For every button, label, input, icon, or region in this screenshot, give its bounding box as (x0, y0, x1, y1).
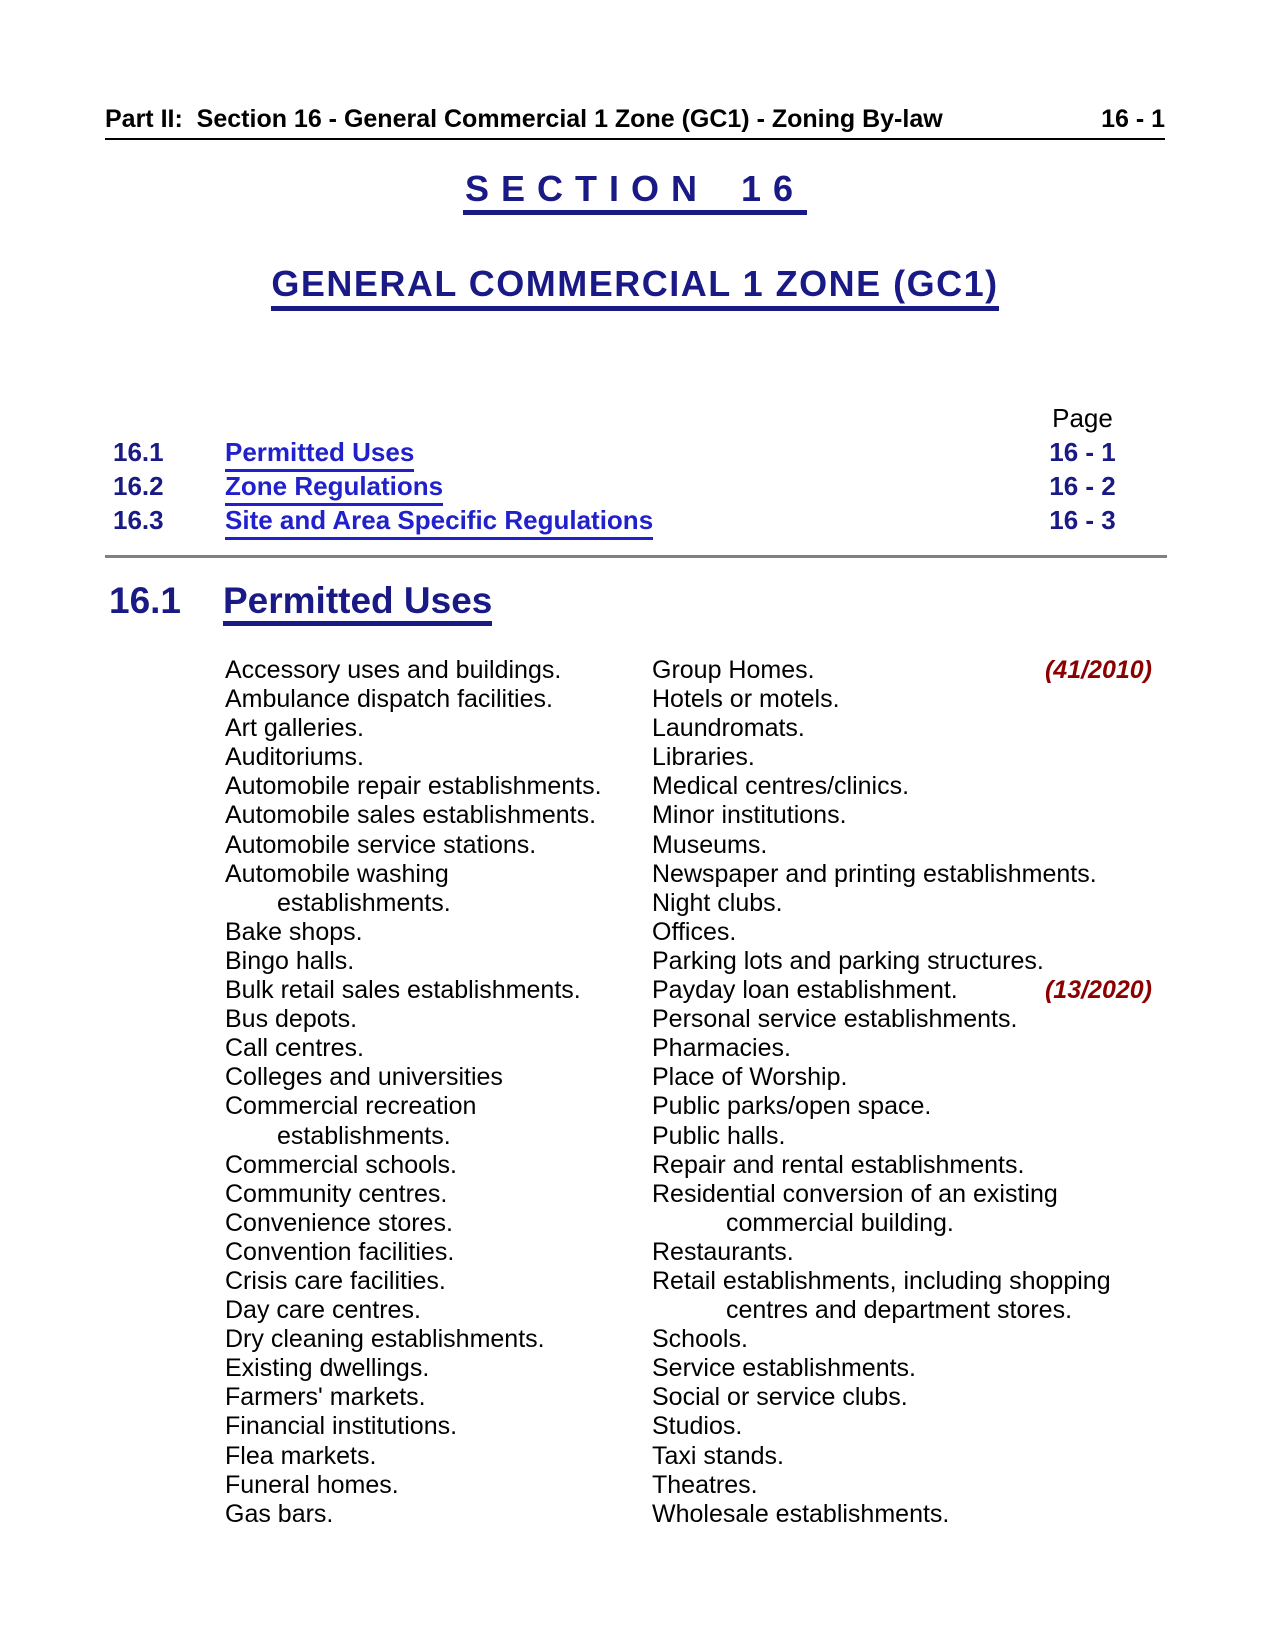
use-text: Public parks/open space. (652, 1092, 932, 1121)
use-text: Day care centres. (225, 1296, 421, 1325)
toc-page-ref: 16 - 1 (1049, 437, 1116, 467)
use-text: Taxi stands. (652, 1441, 785, 1470)
toc-page-ref: 16 - 2 (1049, 471, 1116, 501)
use-line (225, 1238, 645, 1267)
use-line (225, 1063, 645, 1092)
use-text: Automobile repair establishments. (225, 772, 602, 801)
use-line (652, 918, 1152, 947)
page-column-label: Page (1052, 403, 1113, 433)
use-line (652, 860, 1152, 889)
amendment-note: (41/2010) (1044, 656, 1152, 684)
use-line (652, 1092, 1152, 1121)
use-text: Newspaper and printing establishments. (652, 859, 1097, 888)
use-text: Farmers' markets. (225, 1383, 426, 1412)
section-heading-title: Permitted Uses (223, 582, 492, 626)
use-text: Bulk retail sales establishments. (225, 976, 581, 1005)
use-line (652, 1151, 1152, 1180)
permitted-uses-column-left (225, 656, 645, 1529)
toc-number: 16.3 (113, 505, 164, 535)
use-text: Art galleries. (225, 714, 364, 743)
use-line (225, 1354, 645, 1383)
use-text: Laundromats. (652, 714, 805, 743)
use-line (652, 1296, 1152, 1325)
use-text: Commercial recreation (225, 1092, 477, 1121)
use-line (652, 831, 1152, 860)
use-text: Community centres. (225, 1179, 448, 1208)
use-text: Financial institutions. (225, 1412, 458, 1441)
use-line (652, 1442, 1152, 1471)
use-text: Group Homes. (652, 656, 815, 684)
use-text: Libraries. (652, 743, 755, 772)
use-line (225, 1500, 645, 1529)
divider-rule (105, 555, 1167, 558)
use-line (225, 1267, 645, 1296)
use-line (225, 860, 645, 889)
toc-link[interactable]: Site and Area Specific Regulations (225, 503, 653, 540)
page-header (105, 106, 1165, 140)
use-text: establishments. (277, 1121, 451, 1150)
use-line (225, 947, 645, 976)
use-text: Gas bars. (225, 1499, 334, 1528)
use-text: Pharmacies. (652, 1034, 791, 1063)
use-line (652, 1005, 1152, 1034)
use-text: Theatres. (652, 1470, 758, 1499)
amendment-note: (13/2020) (1044, 976, 1152, 1005)
toc-link[interactable]: Permitted Uses (225, 435, 414, 472)
use-text: Minor institutions. (652, 801, 847, 830)
use-line (652, 685, 1152, 714)
use-line (652, 1063, 1152, 1092)
use-line (225, 1325, 645, 1354)
use-text: Retail establishments, including shopping (652, 1266, 1111, 1295)
use-line (225, 1383, 645, 1412)
use-text: Schools. (652, 1325, 748, 1354)
use-line (225, 831, 645, 860)
use-line (225, 1092, 645, 1121)
use-text: Convention facilities. (225, 1237, 455, 1266)
use-line (652, 1122, 1152, 1151)
use-line (225, 1122, 645, 1151)
use-text: Automobile washing (225, 859, 449, 888)
use-text: Crisis care facilities. (225, 1266, 446, 1295)
use-text: establishments. (277, 888, 451, 917)
use-line (652, 801, 1152, 830)
use-text: Commercial schools. (225, 1150, 458, 1179)
toc-entry (105, 469, 1167, 503)
toc-entry (105, 503, 1167, 537)
toc-page-ref: 16 - 3 (1049, 505, 1116, 535)
use-text: Funeral homes. (225, 1470, 399, 1499)
use-text: centres and department stores. (726, 1296, 1073, 1325)
use-line (225, 889, 645, 918)
use-line (225, 1034, 645, 1063)
header-title: Part II: Section 16 - General Commercial 1 Zone (GC1) - Zoning By-law (105, 105, 943, 133)
use-line (652, 772, 1152, 801)
use-text: Museums. (652, 830, 768, 859)
use-line (652, 1325, 1152, 1354)
use-line (225, 1442, 645, 1471)
use-line (652, 1383, 1152, 1412)
toc-entry (105, 435, 1167, 469)
use-line (652, 947, 1152, 976)
use-line (225, 743, 645, 772)
use-line (225, 1180, 645, 1209)
use-line (652, 976, 1152, 1005)
use-line (225, 1471, 645, 1500)
use-line (225, 685, 645, 714)
use-text: commercial building. (726, 1208, 954, 1237)
zone-title-row (105, 264, 1165, 311)
use-line (225, 714, 645, 743)
toc-page-label-row (105, 401, 1167, 435)
section-heading (105, 582, 1165, 628)
use-text: Restaurants. (652, 1237, 794, 1266)
use-line (652, 743, 1152, 772)
use-line (225, 1296, 645, 1325)
zone-title: GENERAL COMMERCIAL 1 ZONE (GC1) (271, 264, 998, 311)
use-line (652, 1180, 1152, 1209)
toc-number: 16.1 (113, 437, 164, 467)
use-line (652, 889, 1152, 918)
use-text: Offices. (652, 917, 737, 946)
use-line (225, 918, 645, 947)
use-text: Service establishments. (652, 1354, 917, 1383)
use-text: Auditoriums. (225, 743, 364, 772)
header-page-number: 16 - 1 (1101, 105, 1165, 133)
use-line (652, 1238, 1152, 1267)
use-line (225, 1209, 645, 1238)
use-text: Residential conversion of an existing (652, 1179, 1058, 1208)
use-text: Flea markets. (225, 1441, 377, 1470)
use-line (225, 801, 645, 830)
use-text: Accessory uses and buildings. (225, 656, 562, 684)
table-of-contents (105, 401, 1167, 537)
section-number: 16.1 (109, 580, 182, 621)
use-text: Social or service clubs. (652, 1383, 908, 1412)
section-title: SECTION 16 (463, 170, 807, 215)
toc-link[interactable]: Zone Regulations (225, 469, 443, 506)
use-text: Parking lots and parking structures. (652, 946, 1044, 975)
use-line (225, 1005, 645, 1034)
use-text: Public halls. (652, 1121, 786, 1150)
use-line (652, 1412, 1152, 1441)
use-text: Automobile service stations. (225, 830, 537, 859)
use-text: Personal service establishments. (652, 1005, 1018, 1034)
use-line (652, 1471, 1152, 1500)
use-text: Bus depots. (225, 1005, 358, 1034)
toc-number: 16.2 (113, 471, 164, 501)
use-line (652, 1034, 1152, 1063)
use-text: Place of Worship. (652, 1063, 848, 1092)
use-line (225, 656, 645, 685)
use-text: Automobile sales establishments. (225, 801, 597, 830)
use-text: Call centres. (225, 1034, 364, 1063)
use-text: Dry cleaning establishments. (225, 1325, 545, 1354)
use-text: Convenience stores. (225, 1208, 453, 1237)
use-line (225, 1151, 645, 1180)
use-line (652, 1267, 1152, 1296)
use-line (652, 1209, 1152, 1238)
use-line (225, 1412, 645, 1441)
use-text: Night clubs. (652, 888, 783, 917)
use-text: Ambulance dispatch facilities. (225, 685, 553, 714)
use-text: Studios. (652, 1412, 743, 1441)
use-text: Hotels or motels. (652, 685, 840, 714)
use-text: Existing dwellings. (225, 1354, 430, 1383)
toc-entries (105, 435, 1167, 537)
use-line (225, 772, 645, 801)
use-text: Payday loan establishment. (652, 976, 958, 1005)
use-line (225, 976, 645, 1005)
use-text: Bake shops. (225, 917, 363, 946)
use-line (652, 1354, 1152, 1383)
use-text: Medical centres/clinics. (652, 772, 910, 801)
use-text: Wholesale establishments. (652, 1499, 950, 1528)
use-line (652, 1500, 1152, 1529)
use-text: Repair and rental establishments. (652, 1150, 1025, 1179)
permitted-uses-column-right (652, 656, 1152, 1529)
use-line (652, 714, 1152, 743)
use-text: Bingo halls. (225, 946, 355, 975)
use-line (652, 656, 1152, 685)
section-title-row (105, 170, 1165, 215)
use-text: Colleges and universities (225, 1063, 503, 1092)
